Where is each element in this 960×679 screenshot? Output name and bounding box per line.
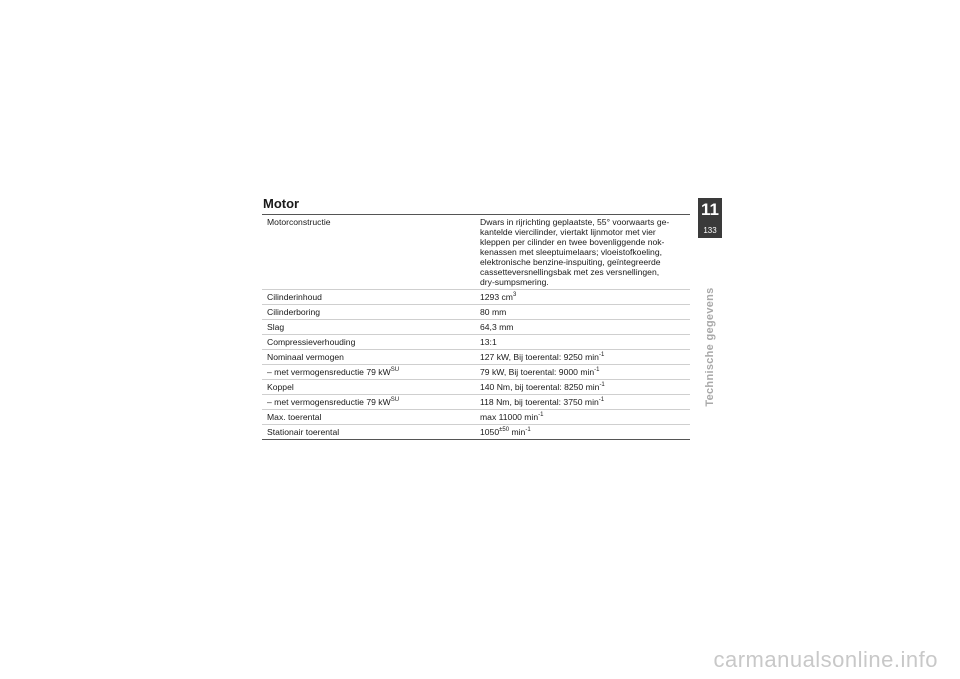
section-title: Motor [263, 196, 300, 211]
spec-row [262, 395, 690, 410]
spec-label-text: Koppel [267, 382, 294, 392]
spec-value [475, 365, 690, 380]
spec-row [262, 380, 690, 395]
spec-table [262, 214, 690, 440]
spec-row [262, 305, 690, 320]
spec-label [262, 335, 475, 350]
spec-value [475, 335, 690, 350]
spec-label [262, 425, 475, 440]
watermark: carmanualsonline.info [713, 647, 938, 672]
spec-label-text: Max. toerental [267, 412, 322, 422]
spec-value-unit-superscript: -1 [525, 427, 531, 433]
spec-value-text: max 11000 min [480, 412, 539, 422]
spec-label [262, 320, 475, 335]
spec-label-text: Cilinderinhoud [267, 292, 322, 302]
spec-value-text: 80 mm [480, 307, 507, 317]
spec-value-text: 79 kW, Bij toerental: 9000 min [480, 367, 595, 377]
spec-row [262, 290, 690, 305]
spec-value-superscript: ±50 [499, 427, 510, 433]
spec-value-text: 1293 cm [480, 292, 513, 302]
spec-value-superscript: -1 [538, 412, 544, 418]
spec-label [262, 395, 475, 410]
spec-row [262, 425, 690, 440]
chapter-number: 11 [701, 200, 719, 219]
spec-label-text: Motorconstructie [267, 217, 331, 227]
spec-label-text: Stationair toerental [267, 427, 340, 437]
spec-label [262, 290, 475, 305]
spec-label [262, 305, 475, 320]
spec-value-text: 118 Nm, bij toerental: 3750 min [480, 397, 599, 407]
spec-value [475, 215, 690, 290]
spec-value-text: 1050 [480, 427, 500, 437]
spec-table-body [262, 215, 690, 440]
spec-value-superscript: 3 [512, 292, 517, 298]
spec-row [262, 365, 690, 380]
spec-label-text: – met vermogensreductie 79 kW [267, 367, 391, 377]
page-number: 133 [703, 226, 717, 235]
spec-row [262, 215, 690, 290]
spec-label [262, 380, 475, 395]
spec-value-text: 140 Nm, bij toerental: 8250 min [480, 382, 600, 392]
spec-value [475, 350, 690, 365]
spec-value-superscript: -1 [598, 352, 605, 358]
spec-row [262, 335, 690, 350]
spec-value-superscript: -1 [598, 397, 605, 403]
spec-value-text: Dwars in rijrichting geplaatste, 55° voorwaarts ge- kantelde viercilinder, viertakt lijnmotor met vier kleppen per cilinder en twee bovenliggende nok- kenassen met sleeptuimelaars; vloeistofkoeling, elektronische benzine-inspuiting, geïntegreerde cassetteversnellingsbak met zes versnellingen, dry-sumpsmering. [480, 217, 670, 287]
spec-label-text: Nominaal vermogen [267, 352, 344, 362]
spec-value [475, 380, 690, 395]
spec-value-text: 127 kW, Bij toerental: 9250 min [480, 352, 599, 362]
spec-label [262, 365, 475, 380]
spec-label-text: Compressieverhouding [267, 337, 356, 347]
spec-value [475, 395, 690, 410]
spec-value-text: 64,3 mm [480, 322, 514, 332]
spec-label-superscript: SU [390, 367, 400, 373]
spec-label [262, 410, 475, 425]
spec-row [262, 320, 690, 335]
spec-value [475, 290, 690, 305]
spec-row [262, 350, 690, 365]
spec-label [262, 215, 475, 290]
spec-label [262, 350, 475, 365]
spec-row [262, 410, 690, 425]
spec-label-text: Slag [267, 322, 285, 332]
spec-value-superscript: -1 [594, 367, 600, 373]
spec-value-unit: min [509, 427, 526, 437]
spec-label-text: Cilinderboring [267, 307, 321, 317]
spec-value [475, 320, 690, 335]
chapter-title: Technische gegevens [704, 287, 716, 407]
spec-value [475, 410, 690, 425]
spec-value [475, 425, 690, 440]
spec-label-superscript: SU [390, 397, 400, 403]
spec-value-text: 13:1 [480, 337, 497, 347]
spec-value-superscript: -1 [599, 382, 605, 388]
spec-label-text: – met vermogensreductie 79 kW [267, 397, 391, 407]
spec-value [475, 305, 690, 320]
